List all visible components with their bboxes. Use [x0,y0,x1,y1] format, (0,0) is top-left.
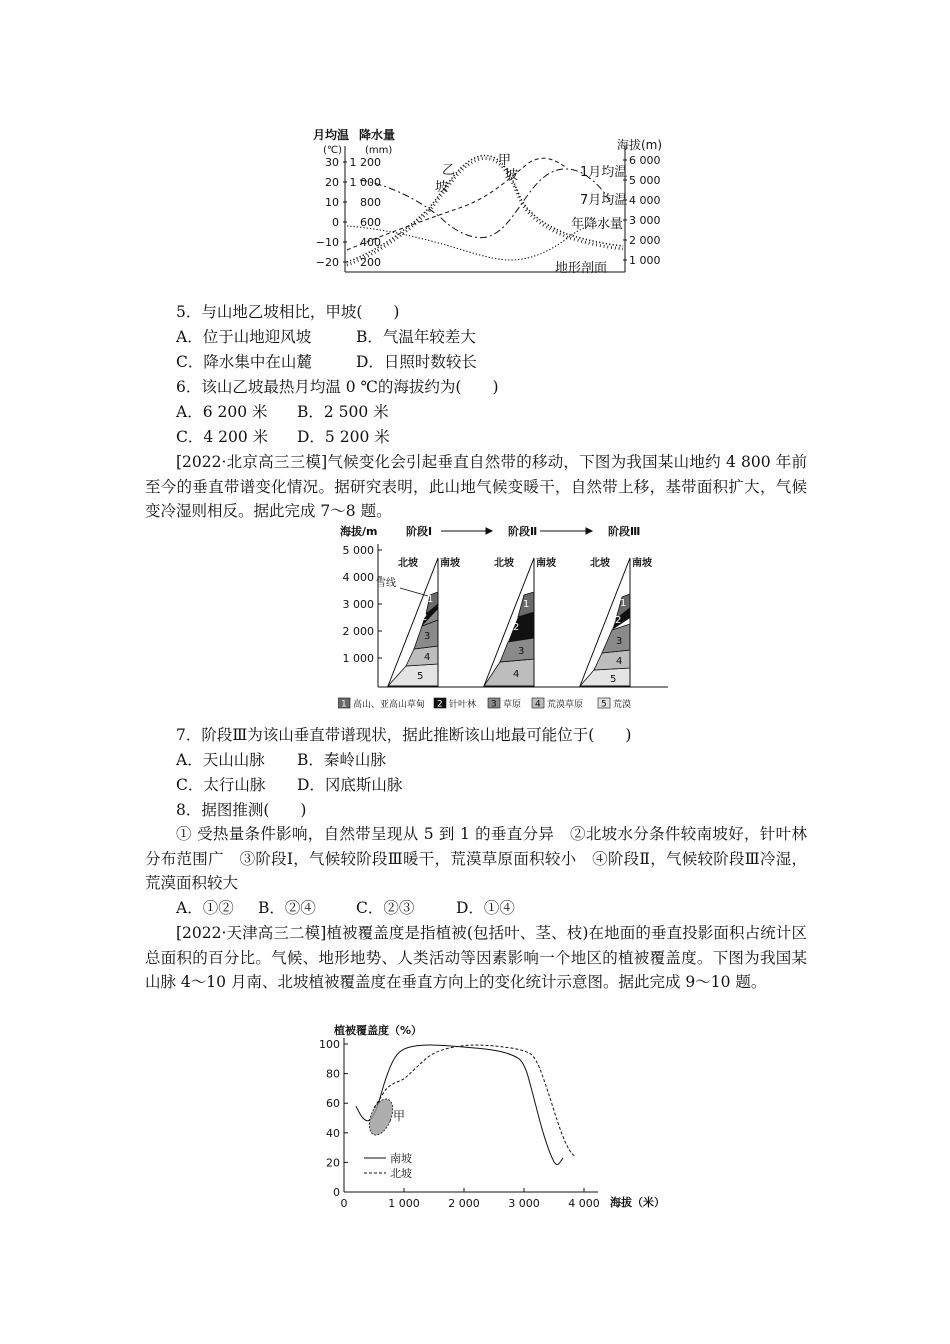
zone-num: 2 [615,615,622,626]
y-tick-label: 0 [333,1186,340,1199]
fig2-north: 北坡 [494,558,514,569]
fig1-temp-tick: −20 [315,256,339,269]
fig1-temp-tick: 0 [332,216,339,229]
zone-num: 1 [523,599,530,610]
fig2-stage-label: 阶段Ⅰ [406,525,433,538]
fig2-y-tick: 3 000 [342,598,374,611]
fig1-precip-line [347,225,605,260]
zone-num: 3 [424,631,431,642]
legend-item: 荒漠草原 [547,700,584,710]
fig1-temp-tick: 30 [325,156,339,169]
fig2-y-label: 海拔/m [340,525,378,538]
intro-q9-10: [2022·天津高三二模]植被覆盖度是指植被(包括叶、茎、枝)在地面的垂直投影面积占统计区总面积的百分比。气候、地形地势、人类活动等因素影响一个地区的植被覆盖度。下图为我国某山脉 4～10 月南、北坡植被覆盖度在垂直方向上的变化统计示意图。据此完成 9～10 题。 [145,924,807,991]
intro-q7-8: [2022·北京高三三模]气候变化会引起垂直自然带的移动，下图为我国某山地约 4 800 年前至今的垂直带谱变化情况。据研究表明，此山地气候变暖干，自然带上移，基带面积扩大，气候变冷湿则相反。据此完成 7～8 题。 [145,453,807,520]
zone-num: 2 [421,612,428,623]
fig2-south: 南坡 [440,558,460,569]
fig1-precip-tick: 200 [360,256,381,269]
x-tick-label: 1 000 [388,1197,420,1210]
climate-profile-figure [305,122,675,282]
y-tick-label: 100 [319,1038,340,1051]
fig1-temp-tick: 20 [325,176,339,189]
q7-option-b[interactable]: B．秦岭山脉 [297,751,386,769]
fig1-legend-precip: 年降水量 [571,217,624,232]
q8-option-d[interactable]: D．①④ [456,899,515,917]
fig2-north: 北坡 [590,558,610,569]
x-tick-label: 4 000 [568,1197,600,1210]
fig1-precip-tick: 1 000 [349,176,381,189]
fig1-alt-label: 海拔(m) [617,138,663,152]
fig1-alt-tick: 4 000 [629,194,661,207]
legend-num: 2 [437,699,443,710]
q7-option-d[interactable]: D．冈底斯山脉 [297,776,403,794]
fig1-alt-tick: 1 000 [629,254,661,267]
x-tick-label: 3 000 [508,1197,540,1210]
zone-num: 3 [518,646,525,657]
fig2-stage-label: 阶段Ⅱ [508,525,538,538]
stage-3-mountain [580,558,630,686]
chart-x-label: 海拔（米） [610,1196,665,1209]
q6-option-c[interactable]: C．4 200 米 [176,428,269,446]
fig1-precip-tick: 400 [360,236,381,249]
chart-title: 植被覆盖度（%） [334,1024,423,1037]
q5-option-d[interactable]: D．日照时数较长 [356,353,477,371]
legend-num: 4 [535,699,541,710]
legend-north: 北坡 [390,1167,412,1180]
q6-option-d[interactable]: D．5 200 米 [297,428,390,446]
legend-num: 5 [601,699,607,710]
fig2-y-tick: 1 000 [342,652,374,665]
zone-num: 4 [424,652,431,663]
q7-stem: 7．阶段Ⅲ为该山垂直带谱现状，据此推断该山地最可能位于( ) [176,726,632,744]
x-tick-label: 2 000 [448,1197,480,1210]
zone-num: 4 [513,669,520,680]
q6-stem: 6．该山乙坡最热月均温 0 ℃的海拔约为( ) [176,378,499,396]
annotation-jia: 甲 [393,1109,406,1123]
fig1-temp-label: 月均温 [313,128,350,142]
fig2-y-tick: 5 000 [342,544,374,557]
y-tick-label: 60 [326,1097,340,1111]
q8-statements: ① 受热量条件影响，自然带呈现从 5 到 1 的垂直分异 ②北坡水分条件较南坡好，针叶林分布范围广 ③阶段Ⅰ，气候较阶段Ⅲ暖干，荒漠草原面积较小 ④阶段Ⅱ，气候较阶段Ⅲ冷湿，荒漠面积较大 [145,825,807,892]
zone-num: 1 [427,594,434,605]
fig2-south: 南坡 [632,558,652,569]
fig1-legend-profile: 地形剖面 [555,261,608,276]
fig1-alt-tick: 3 000 [629,214,661,227]
fig1-precip-unit: (mm) [365,145,393,156]
fig1-slope-jia: 甲 [498,153,512,168]
fig2-legend [338,698,631,710]
fig1-temp-unit: (℃) [323,145,343,156]
q8-option-a[interactable]: A．①② [176,899,234,917]
q8-option-b[interactable]: B．②④ [258,899,316,917]
q8-option-c[interactable]: C．②③ [356,899,415,917]
legend-num: 3 [491,699,497,710]
fig1-temp-tick: 10 [325,196,339,209]
fig1-alt-tick: 2 000 [629,234,661,247]
q7-option-a[interactable]: A．天山山脉 [176,751,265,769]
zone-num: 2 [513,622,520,633]
legend-num: 1 [341,699,347,710]
legend-item: 针叶林 [449,700,477,710]
y-tick-label: 80 [326,1067,340,1081]
stage-2-mountain [484,558,534,686]
fig1-slope-jia-2: 坡 [505,168,519,183]
fig2-snowline: 雪线 [376,578,396,589]
fig2-north: 北坡 [398,558,418,569]
fig1-precip-label: 降水量 [359,128,396,142]
zone-num: 5 [417,671,424,682]
fig1-precip-tick: 1 200 [349,156,381,169]
q5-option-b[interactable]: B．气温年较差大 [356,328,476,346]
vertical-zone-figure [338,522,678,712]
legend-item: 草原 [503,700,522,710]
fig1-legend-jul: 7月均温 [580,193,628,208]
y-tick-label: 40 [326,1126,340,1140]
q5-stem: 5．与山地乙坡相比，甲坡( ) [176,303,400,321]
fig2-y-tick: 4 000 [342,571,374,584]
vegetation-coverage-chart [318,1020,678,1212]
fig1-slope-yi: 乙 [442,163,456,178]
y-tick-label: 20 [326,1156,340,1170]
fig1-slope-yi-2: 坡 [435,180,449,195]
fig1-precip-tick: 800 [360,196,381,209]
zone-num: 5 [610,674,617,685]
legend-item: 荒漠 [613,700,632,710]
q6-option-b[interactable]: B．2 500 米 [297,403,389,421]
fig2-south: 南坡 [536,558,556,569]
zone-num: 1 [620,598,627,609]
fig2-y-tick: 2 000 [342,625,374,638]
x-tick-label: 0 [340,1197,348,1210]
q5-option-c[interactable]: C．降水集中在山麓 [176,353,312,371]
q8-stem: 8．据图推测( ) [176,801,307,819]
fig1-alt-tick: 5 000 [629,174,661,187]
fig1-legend-jan: 1月均温 [580,165,628,180]
zone-num: 4 [616,656,623,667]
q7-option-c[interactable]: C．太行山脉 [176,776,266,794]
q5-option-a[interactable]: A．位于山地迎风坡 [176,328,312,346]
legend-south: 南坡 [390,1152,412,1165]
zone-num: 3 [616,636,623,647]
legend-item: 高山、亚高山草甸 [353,700,426,710]
fig1-precip-tick: 600 [360,216,381,229]
fig2-stage-label: 阶段Ⅲ [608,525,641,538]
fig1-alt-tick: 6 000 [629,154,661,167]
fig1-temp-tick: −10 [315,236,339,249]
q6-option-a[interactable]: A．6 200 米 [176,403,268,421]
